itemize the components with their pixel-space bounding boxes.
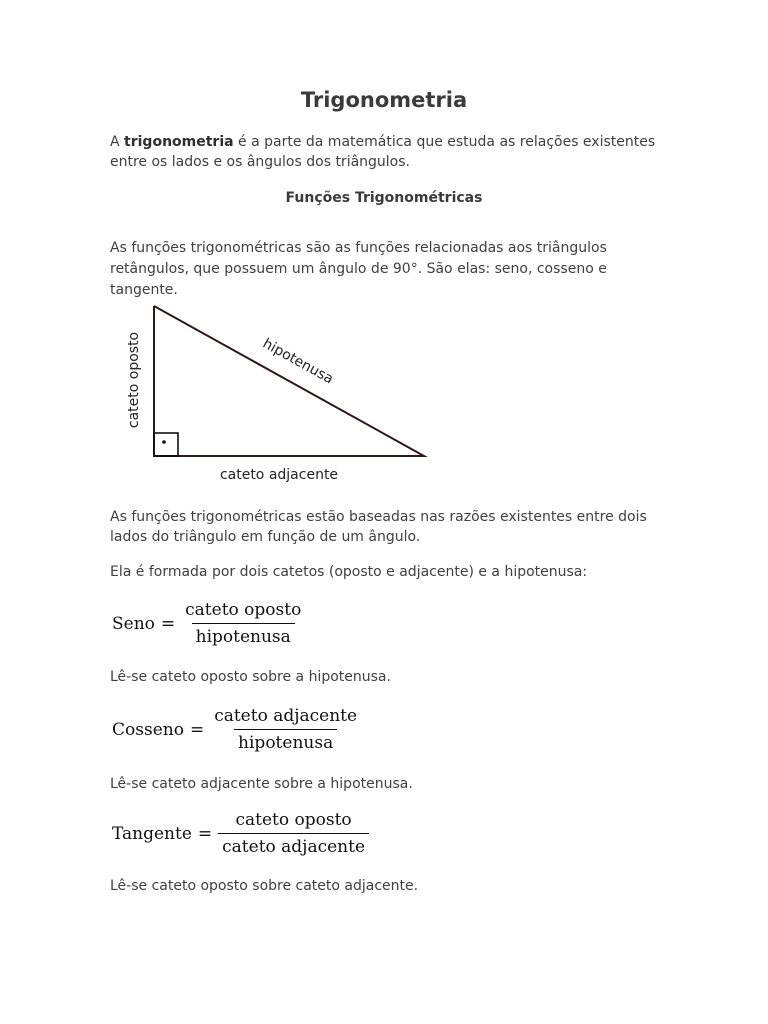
formula-seno [112, 600, 305, 648]
section-title: Funções Trigonométricas [285, 190, 483, 206]
fraction-numerator: cateto adjacente [214, 706, 358, 726]
caption-tangente: Lê-se cateto oposto sobre cateto adjacente. [110, 878, 419, 894]
fraction-denominator: hipotenusa [234, 729, 337, 754]
caption-cosseno: Lê-se cateto adjacente sobre a hipotenusa. [110, 776, 413, 792]
equals-sign: = [197, 824, 213, 844]
fraction-numerator: cateto oposto [235, 810, 352, 830]
equals-sign: = [189, 720, 205, 740]
fraction-numerator: cateto oposto [185, 600, 302, 620]
paragraph-functions-intro: As funções trigonométricas são as funções relacionadas aos triângulos retângulos, que possuem um ângulo de 90°. São elas: seno, cosseno e tangente. [110, 240, 607, 298]
formula-label: Seno [112, 614, 155, 634]
fraction-denominator: hipotenusa [192, 623, 295, 648]
fraction [210, 706, 361, 754]
formula-tangente [112, 810, 369, 858]
label-cateto-adjacente: cateto adjacente [219, 467, 339, 483]
right-angle-dot [162, 440, 166, 444]
intro-paragraph [110, 133, 670, 172]
intro-suffix: é a parte da matemática que estuda as relações existentes entre os lados e os ângulos dos triângulos. [110, 134, 656, 170]
caption-seno: Lê-se cateto oposto sobre a hipotenusa. [110, 669, 391, 685]
paragraph-ratios: As funções trigonométricas estão baseadas nas razões existentes entre dois lados do triângulo em função de um ângulo. [110, 509, 647, 545]
fraction [181, 600, 305, 648]
fraction [218, 810, 369, 858]
label-hipotenusa: hipotenusa [259, 335, 336, 388]
page-title: Trigonometria [300, 88, 468, 112]
right-triangle-diagram [118, 298, 448, 490]
label-cateto-oposto: cateto oposto [126, 331, 142, 429]
triangle-outline [154, 306, 424, 456]
equals-sign: = [160, 614, 176, 634]
paragraph-sides: Ela é formada por dois catetos (oposto e adjacente) e a hipotenusa: [110, 564, 588, 580]
intro-bold-term: trigonometria [124, 134, 234, 150]
intro-prefix: A [110, 134, 125, 150]
formula-label: Tangente [112, 824, 192, 844]
formula-cosseno [112, 706, 361, 754]
fraction-denominator: cateto adjacente [218, 833, 369, 858]
right-angle-marker [154, 433, 178, 456]
formula-label: Cosseno [112, 720, 184, 740]
